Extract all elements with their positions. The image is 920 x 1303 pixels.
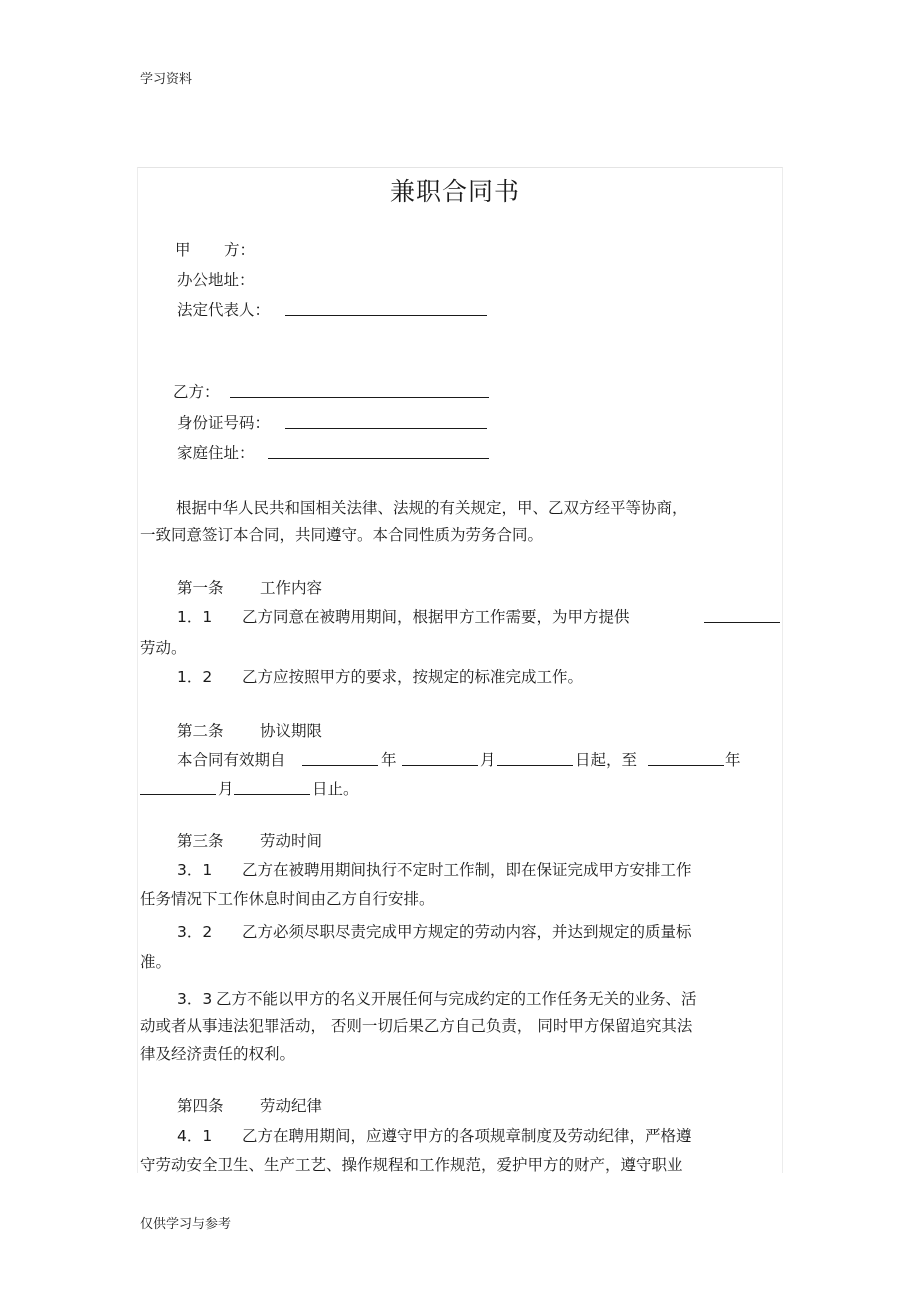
art4-c1-text: 乙方在聘用期间，应遵守甲方的各项规章制度及劳动纪律，严格遵 — [242, 1127, 692, 1145]
art1-c2-text: 乙方应按照甲方的要求，按规定的标准完成工作。 — [242, 668, 584, 686]
party-b-address-blank[interactable] — [268, 444, 489, 459]
party-a-rep-label: 法定代表人： — [177, 301, 271, 319]
art2-heading: 协议期限 — [260, 722, 323, 740]
end-year-label: 年 — [725, 751, 741, 769]
end-year-blank[interactable] — [648, 751, 724, 766]
start-day-blank[interactable] — [497, 751, 573, 766]
party-a-label-1: 甲 — [175, 241, 191, 259]
start-day-label: 日起，至 — [575, 751, 638, 769]
art3-c3-text: 乙方不能以甲方的名义开展任何与完成约定的工作任务无关的业务、活 — [216, 990, 697, 1008]
end-day-blank[interactable] — [234, 780, 310, 795]
art3-c3-no: 3．3 — [177, 990, 213, 1008]
start-month-label: 月 — [480, 751, 496, 769]
page-header: 学习资料 — [140, 72, 193, 87]
end-month-blank[interactable] — [140, 780, 216, 795]
party-a-office-label: 办公地址： — [177, 271, 255, 289]
art3-c1-cont: 任务情况下工作休息时间由乙方自行安排。 — [140, 890, 435, 908]
art1-c1-cont: 劳动。 — [140, 639, 187, 657]
art3-c2-no: 3．2 — [177, 923, 213, 941]
party-b-name-blank[interactable] — [230, 383, 489, 398]
art3-heading: 劳动时间 — [260, 832, 323, 850]
end-month-label: 月 — [218, 780, 234, 798]
preamble-line-1: 根据中华人民共和国相关法律、法规的有关规定，甲、乙双方经平等协商， — [176, 499, 688, 517]
party-a-label-2: 方： — [224, 241, 256, 259]
art4-c1-no: 4．1 — [177, 1127, 213, 1145]
party-b-address-label: 家庭住址： — [177, 444, 255, 462]
start-year-blank[interactable] — [302, 751, 378, 766]
party-b-id-label: 身份证号码： — [177, 414, 271, 432]
art2-heading-no: 第二条 — [177, 722, 224, 740]
party-a-rep-blank[interactable] — [285, 301, 487, 316]
art4-c1-cont: 守劳动安全卫生、生产工艺、操作规程和工作规范，爱护甲方的财产，遵守职业 — [140, 1156, 683, 1174]
art3-c2-text: 乙方必须尽职尽责完成甲方规定的劳动内容，并达到规定的质量标 — [242, 923, 692, 941]
art4-heading: 劳动纪律 — [260, 1097, 323, 1115]
art3-c1-no: 3．1 — [177, 861, 213, 879]
art1-c1-text: 乙方同意在被聘用期间，根据甲方工作需要，为甲方提供 — [242, 608, 630, 626]
start-year-label: 年 — [381, 751, 397, 769]
start-month-blank[interactable] — [402, 751, 478, 766]
preamble-line-2: 一致同意签订本合同，共同遵守。本合同性质为劳务合同。 — [140, 526, 544, 544]
art1-c2-no: 1．2 — [177, 668, 213, 686]
page-footer: 仅供学习与参考 — [140, 1217, 232, 1232]
art3-c1-text: 乙方在被聘用期间执行不定时工作制，即在保证完成甲方安排工作 — [242, 861, 692, 879]
art1-c1-blank[interactable] — [704, 608, 780, 623]
art3-c2-cont: 准。 — [140, 953, 172, 971]
art3-c3-cont-1: 动或者从事违法犯罪活动， 否则一切后果乙方自己负责， 同时甲方保留追究其法 — [140, 1017, 693, 1035]
art4-heading-no: 第四条 — [177, 1097, 224, 1115]
end-day-label: 日止。 — [312, 780, 359, 798]
art1-c1-no: 1．1 — [177, 608, 213, 626]
party-b-label: 乙方： — [173, 383, 220, 401]
art3-heading-no: 第三条 — [177, 832, 224, 850]
art3-c3-cont-2: 律及经济责任的权利。 — [140, 1045, 296, 1063]
party-b-id-blank[interactable] — [285, 414, 487, 429]
art2-prefix: 本合同有效期自 — [177, 751, 286, 769]
art1-heading: 工作内容 — [260, 579, 323, 597]
art1-heading-no: 第一条 — [177, 579, 224, 597]
document-title: 兼职合同书 — [389, 177, 520, 206]
